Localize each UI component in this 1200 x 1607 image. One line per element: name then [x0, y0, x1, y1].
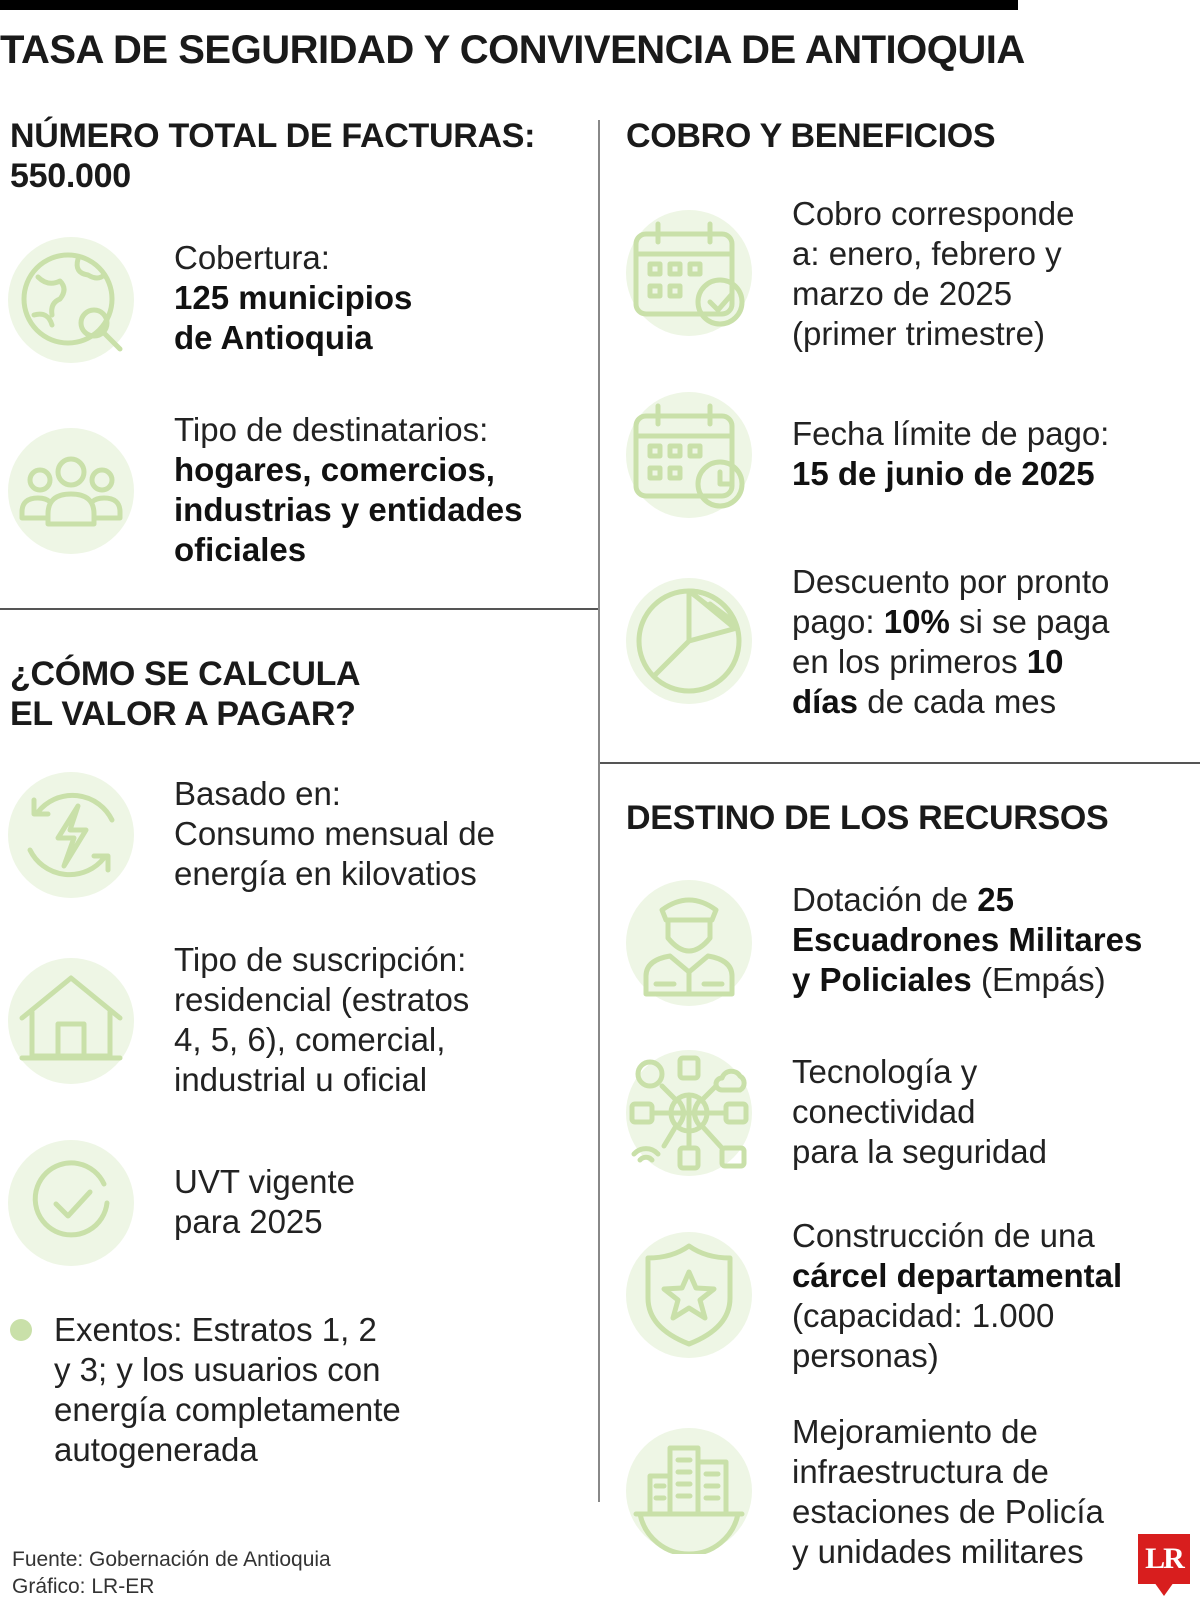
descuento-line: pago:: [792, 603, 884, 640]
tecnologia-line: Tecnología y: [792, 1053, 978, 1090]
tecnologia-line: conectividad: [792, 1093, 976, 1130]
city-gear-icon: [626, 1428, 752, 1554]
mejoramiento-text: [792, 1412, 1104, 1572]
pie-chart-icon: [626, 578, 752, 704]
calendar-clock-icon: [626, 392, 752, 518]
carcel-line: cárcel departamental: [792, 1257, 1123, 1294]
suscripcion-line: Tipo de suscripción:: [174, 941, 467, 978]
destinatarios-value: oficiales: [174, 531, 307, 568]
mejoramiento-line: y unidades militares: [792, 1533, 1084, 1570]
suscripcion-text: [174, 940, 469, 1100]
page-title: TASA DE SEGURIDAD Y CONVIVENCIA DE ANTIOQUIA: [0, 28, 1025, 72]
facturas-total: 550.000: [10, 157, 131, 195]
destinatarios-label: Tipo de destinatarios:: [174, 411, 489, 448]
source-credit: Fuente: Gobernación de Antioquia: [12, 1548, 331, 1571]
network-tech-icon: [626, 1050, 752, 1176]
calendar-check-icon: [626, 210, 752, 336]
periodo-line: Cobro corresponde: [792, 195, 1075, 232]
bullet-dot: [10, 1319, 32, 1341]
lr-logo: LR: [1138, 1534, 1190, 1584]
uvt-line: para 2025: [174, 1203, 323, 1240]
uvt-text: [174, 1162, 355, 1242]
dotacion-line: Dotación de: [792, 881, 978, 918]
periodo-text: [792, 194, 1075, 354]
dotacion-line: (Empás): [971, 961, 1106, 998]
column-divider: [598, 120, 600, 1502]
exentos-line: Exentos: Estratos 1, 2: [54, 1311, 377, 1348]
calculo-heading: [10, 654, 360, 734]
basado-line: Basado en:: [174, 775, 341, 812]
descuento-days: 10: [1026, 643, 1064, 680]
mejoramiento-line: Mejoramiento de: [792, 1413, 1038, 1450]
fecha-label: Fecha límite de pago:: [792, 415, 1110, 452]
suscripcion-line: industrial u oficial: [174, 1061, 428, 1098]
carcel-line: (capacidad: 1.000: [792, 1297, 1055, 1334]
carcel-line: Construcción de una: [792, 1217, 1095, 1254]
descuento-line: de cada mes: [858, 683, 1057, 720]
cobertura-label: Cobertura:: [174, 239, 330, 276]
exentos-line: energía completamente: [54, 1391, 401, 1428]
cobro-heading: COBRO Y BENEFICIOS: [626, 117, 996, 155]
people-group-icon: [8, 428, 134, 554]
mejoramiento-line: infraestructura de: [792, 1453, 1049, 1490]
calculo-heading-line: ¿CÓMO SE CALCULA: [10, 655, 361, 693]
dotacion-text: [792, 880, 1142, 1000]
destino-heading: DESTINO DE LOS RECURSOS: [626, 799, 1109, 837]
descuento-line: en los primeros: [792, 643, 1027, 680]
energy-cycle-icon: [8, 772, 134, 898]
fecha-text: [792, 414, 1109, 494]
carcel-text: [792, 1216, 1122, 1376]
dotacion-line: Escuadrones Militares: [792, 921, 1143, 958]
fecha-value: 15 de junio de 2025: [792, 455, 1095, 492]
exentos-line: autogenerada: [54, 1431, 258, 1468]
periodo-line: (primer trimestre): [792, 315, 1045, 352]
tecnologia-text: [792, 1052, 1047, 1172]
top-rule: [0, 0, 1018, 10]
globe-search-icon: [8, 237, 134, 363]
check-circle-icon: [8, 1140, 134, 1266]
section-divider-right: [600, 762, 1200, 764]
exentos-text: [54, 1310, 401, 1470]
mejoramiento-line: estaciones de Policía: [792, 1493, 1104, 1530]
dotacion-line: y Policiales: [792, 961, 972, 998]
descuento-line: si se paga: [949, 603, 1110, 640]
section-divider-left: [0, 608, 598, 610]
destinatarios-text: [174, 410, 522, 570]
uvt-line: UVT vigente: [174, 1163, 355, 1200]
cobertura-value: de Antioquia: [174, 319, 373, 356]
facturas-heading: [10, 116, 535, 196]
periodo-line: marzo de 2025: [792, 275, 1013, 312]
graphic-credit: Gráfico: LR-ER: [12, 1575, 155, 1598]
descuento-text: [792, 562, 1109, 722]
house-icon: [8, 958, 134, 1084]
periodo-line: a: enero, febrero y: [792, 235, 1062, 272]
descuento-line: Descuento por pronto: [792, 563, 1110, 600]
calculo-heading-line: EL VALOR A PAGAR?: [10, 695, 356, 733]
basado-text: [174, 774, 495, 894]
shield-star-icon: [626, 1232, 752, 1358]
facturas-heading-line: NÚMERO TOTAL DE FACTURAS:: [10, 117, 536, 155]
cobertura-value: 125 municipios: [174, 279, 413, 316]
suscripcion-line: 4, 5, 6), comercial,: [174, 1021, 446, 1058]
destinatarios-value: hogares, comercios,: [174, 451, 495, 488]
tecnologia-line: para la seguridad: [792, 1133, 1048, 1170]
descuento-days-label: días: [792, 683, 859, 720]
destinatarios-value: industrias y entidades: [174, 491, 523, 528]
officer-icon: [626, 880, 752, 1006]
basado-line: Consumo mensual de: [174, 815, 496, 852]
lr-logo-tail: [1154, 1582, 1174, 1596]
basado-line: energía en kilovatios: [174, 855, 477, 892]
cobertura-text: [174, 238, 412, 358]
carcel-line: personas): [792, 1337, 939, 1374]
suscripcion-line: residencial (estratos: [174, 981, 470, 1018]
descuento-percent: 10%: [883, 603, 950, 640]
dotacion-count: 25: [977, 881, 1015, 918]
exentos-line: y 3; y los usuarios con: [54, 1351, 381, 1388]
